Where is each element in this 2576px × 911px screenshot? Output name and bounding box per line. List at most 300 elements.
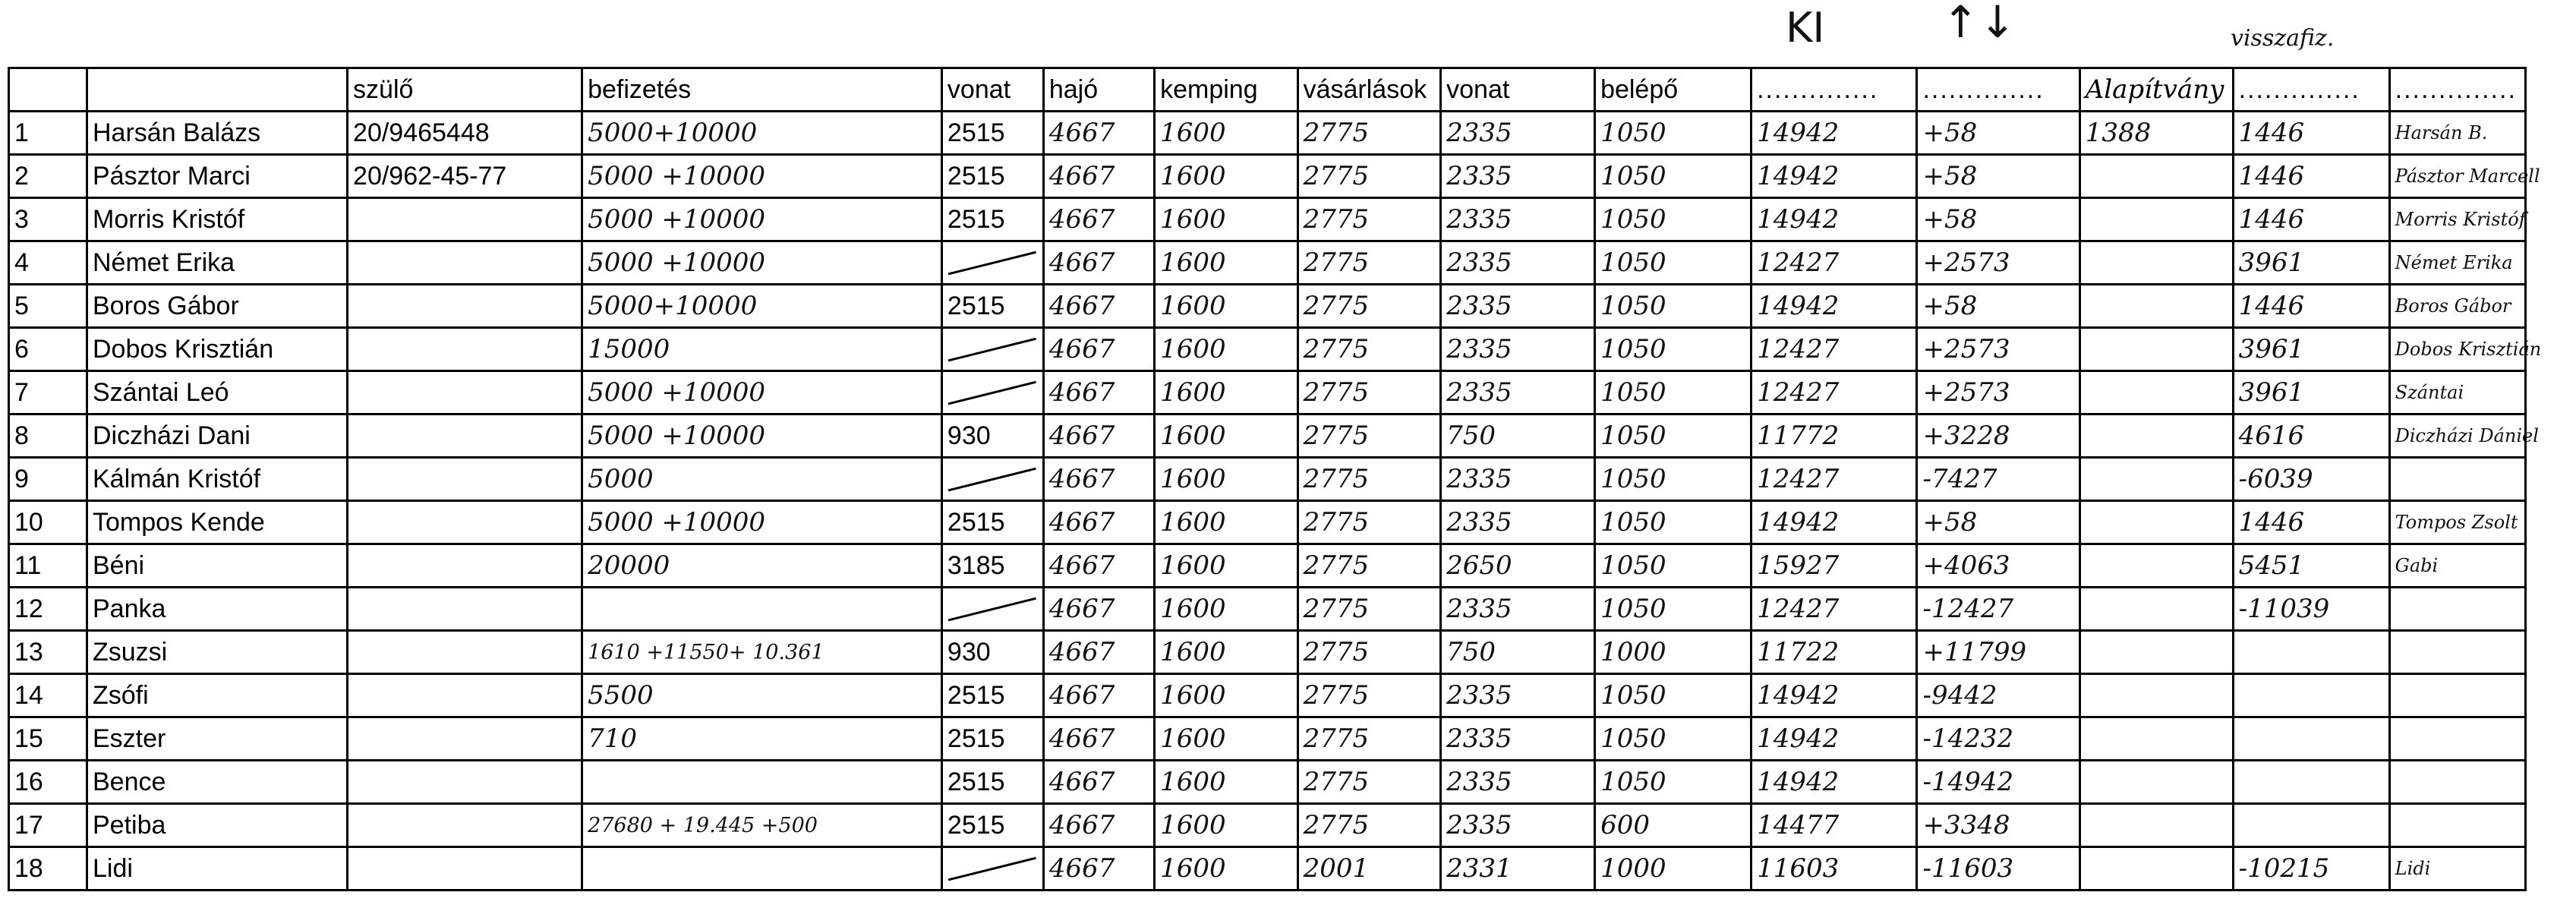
name-cell: Német Erika bbox=[87, 241, 348, 285]
train2-cell: 2650 bbox=[1441, 544, 1595, 588]
entry-cell: 1050 bbox=[1595, 155, 1751, 198]
table-row bbox=[9, 544, 2526, 588]
foundation-cell bbox=[2079, 804, 2233, 847]
camping-cell: 1600 bbox=[1155, 761, 1298, 804]
train2-cell: 2335 bbox=[1441, 155, 1595, 198]
train2-cell: 2335 bbox=[1441, 241, 1595, 285]
table-row bbox=[9, 804, 2526, 847]
entry-cell: 1050 bbox=[1595, 544, 1751, 588]
signature-cell bbox=[2389, 458, 2525, 501]
difference-cell: -14232 bbox=[1917, 717, 2079, 761]
signature-cell bbox=[2389, 631, 2525, 674]
train-cell: 2515 bbox=[941, 198, 1043, 241]
signature-cell: Tompos Zsolt bbox=[2389, 501, 2525, 544]
foundation-cell bbox=[2079, 155, 2233, 198]
col-number-header bbox=[9, 68, 87, 112]
name-cell: Boros Gábor bbox=[87, 285, 348, 328]
parent-phone-cell bbox=[348, 415, 582, 458]
signature-cell bbox=[2389, 588, 2525, 631]
col-dots2-header: .............. bbox=[1917, 68, 2079, 112]
refund-cell bbox=[2233, 717, 2389, 761]
shopping-cell: 2775 bbox=[1297, 328, 1441, 371]
difference-cell: +58 bbox=[1917, 501, 2079, 544]
payment-cell: 5000 +10000 bbox=[582, 415, 942, 458]
ship-cell: 4667 bbox=[1043, 112, 1154, 155]
ship-cell: 4667 bbox=[1043, 371, 1154, 415]
shopping-cell: 2775 bbox=[1297, 112, 1441, 155]
train2-cell: 2335 bbox=[1441, 501, 1595, 544]
camping-cell: 1600 bbox=[1155, 501, 1298, 544]
table-row bbox=[9, 847, 2526, 891]
ship-cell: 4667 bbox=[1043, 847, 1154, 891]
table-row bbox=[9, 588, 2526, 631]
payment-table bbox=[8, 67, 2542, 891]
name-cell: Bence bbox=[87, 761, 348, 804]
train-cell: 3185 bbox=[941, 544, 1043, 588]
train2-cell: 2335 bbox=[1441, 458, 1595, 501]
refund-cell: 1446 bbox=[2233, 155, 2389, 198]
parent-phone-cell bbox=[348, 761, 582, 804]
camping-cell: 1600 bbox=[1155, 198, 1298, 241]
camping-cell: 1600 bbox=[1155, 371, 1298, 415]
col-foundation-header: Alapítvány bbox=[2079, 68, 2233, 112]
col-train-header: vonat bbox=[941, 68, 1043, 112]
row-number: 14 bbox=[9, 674, 87, 717]
total-out-cell: 14942 bbox=[1751, 501, 1917, 544]
shopping-cell: 2775 bbox=[1297, 717, 1441, 761]
foundation-cell bbox=[2079, 631, 2233, 674]
foundation-cell bbox=[2079, 588, 2233, 631]
entry-cell: 1050 bbox=[1595, 458, 1751, 501]
table-row bbox=[9, 717, 2526, 761]
difference-cell: -9442 bbox=[1917, 674, 2079, 717]
dash-mark bbox=[948, 337, 1038, 365]
payment-cell: 20000 bbox=[582, 544, 942, 588]
ship-cell: 4667 bbox=[1043, 155, 1154, 198]
total-out-cell: 14942 bbox=[1751, 761, 1917, 804]
ship-cell: 4667 bbox=[1043, 631, 1154, 674]
signature-cell bbox=[2389, 674, 2525, 717]
train-cell bbox=[941, 241, 1043, 285]
total-out-cell: 11772 bbox=[1751, 415, 1917, 458]
train2-cell: 2335 bbox=[1441, 328, 1595, 371]
train-cell: 2515 bbox=[941, 285, 1043, 328]
train2-cell: 750 bbox=[1441, 415, 1595, 458]
name-cell: Béni bbox=[87, 544, 348, 588]
difference-cell: +58 bbox=[1917, 198, 2079, 241]
table-row bbox=[9, 328, 2526, 371]
table-row bbox=[9, 241, 2526, 285]
refund-cell: 3961 bbox=[2233, 371, 2389, 415]
ship-cell: 4667 bbox=[1043, 415, 1154, 458]
signature-cell: Dobos Krisztián bbox=[2389, 328, 2525, 371]
col-entry-header: belépő bbox=[1595, 68, 1751, 112]
camping-cell: 1600 bbox=[1155, 415, 1298, 458]
train-cell bbox=[941, 847, 1043, 891]
name-cell: Lidi bbox=[87, 847, 348, 891]
difference-cell: +2573 bbox=[1917, 241, 2079, 285]
difference-cell: +4063 bbox=[1917, 544, 2079, 588]
camping-cell: 1600 bbox=[1155, 717, 1298, 761]
table-row bbox=[9, 155, 2526, 198]
parent-phone-cell: 20/9465448 bbox=[348, 112, 582, 155]
parent-phone-cell bbox=[348, 328, 582, 371]
name-cell: Panka bbox=[87, 588, 348, 631]
payment-cell: 5000 +10000 bbox=[582, 371, 942, 415]
name-cell: Dobos Krisztián bbox=[87, 328, 348, 371]
refund-cell: 1446 bbox=[2233, 285, 2389, 328]
train-cell: 930 bbox=[941, 415, 1043, 458]
row-number: 2 bbox=[9, 155, 87, 198]
name-cell: Pásztor Marci bbox=[87, 155, 348, 198]
entry-cell: 1050 bbox=[1595, 674, 1751, 717]
train2-cell: 2335 bbox=[1441, 761, 1595, 804]
table-row bbox=[9, 674, 2526, 717]
parent-phone-cell bbox=[348, 241, 582, 285]
train2-cell: 750 bbox=[1441, 631, 1595, 674]
row-number: 18 bbox=[9, 847, 87, 891]
total-out-cell: 12427 bbox=[1751, 371, 1917, 415]
camping-cell: 1600 bbox=[1155, 588, 1298, 631]
train-cell: 2515 bbox=[941, 717, 1043, 761]
train2-cell: 2335 bbox=[1441, 112, 1595, 155]
refund-cell: 1446 bbox=[2233, 198, 2389, 241]
refund-cell: 1446 bbox=[2233, 501, 2389, 544]
ship-cell: 4667 bbox=[1043, 761, 1154, 804]
total-out-cell: 14942 bbox=[1751, 285, 1917, 328]
row-number: 9 bbox=[9, 458, 87, 501]
difference-cell: +3348 bbox=[1917, 804, 2079, 847]
name-cell: Kálmán Kristóf bbox=[87, 458, 348, 501]
name-cell: Harsán Balázs bbox=[87, 112, 348, 155]
foundation-cell bbox=[2079, 544, 2233, 588]
parent-phone-cell bbox=[348, 847, 582, 891]
camping-cell: 1600 bbox=[1155, 631, 1298, 674]
difference-cell: -7427 bbox=[1917, 458, 2079, 501]
difference-cell: -14942 bbox=[1917, 761, 2079, 804]
col-name-header bbox=[87, 68, 348, 112]
entry-cell: 1000 bbox=[1595, 631, 1751, 674]
payment-cell: 5000+10000 bbox=[582, 112, 942, 155]
train2-cell: 2331 bbox=[1441, 847, 1595, 891]
payment-cell: 1610 +11550+ 10.361 bbox=[582, 631, 942, 674]
row-number: 7 bbox=[9, 371, 87, 415]
name-cell: Szántai Leó bbox=[87, 371, 348, 415]
parent-phone-cell bbox=[348, 588, 582, 631]
signature-cell: Pásztor Marcell bbox=[2389, 155, 2525, 198]
shopping-cell: 2775 bbox=[1297, 544, 1441, 588]
col-payment-header: befizetés bbox=[582, 68, 942, 112]
camping-cell: 1600 bbox=[1155, 847, 1298, 891]
total-out-cell: 11722 bbox=[1751, 631, 1917, 674]
train-cell bbox=[941, 371, 1043, 415]
ship-cell: 4667 bbox=[1043, 241, 1154, 285]
foundation-cell bbox=[2079, 285, 2233, 328]
train2-cell: 2335 bbox=[1441, 371, 1595, 415]
foundation-cell bbox=[2079, 415, 2233, 458]
entry-cell: 1050 bbox=[1595, 415, 1751, 458]
signature-cell: Harsán B. bbox=[2389, 112, 2525, 155]
total-out-cell: 14942 bbox=[1751, 155, 1917, 198]
entry-cell: 1050 bbox=[1595, 717, 1751, 761]
payment-cell bbox=[582, 588, 942, 631]
entry-cell: 1050 bbox=[1595, 371, 1751, 415]
refund-cell bbox=[2233, 674, 2389, 717]
train-cell bbox=[941, 328, 1043, 371]
train2-cell: 2335 bbox=[1441, 804, 1595, 847]
foundation-cell bbox=[2079, 847, 2233, 891]
payment-cell: 5500 bbox=[582, 674, 942, 717]
train-cell bbox=[941, 588, 1043, 631]
signature-cell: Boros Gábor bbox=[2389, 285, 2525, 328]
entry-cell: 1050 bbox=[1595, 328, 1751, 371]
row-number: 3 bbox=[9, 198, 87, 241]
shopping-cell: 2775 bbox=[1297, 155, 1441, 198]
refund-cell: -10215 bbox=[2233, 847, 2389, 891]
camping-cell: 1600 bbox=[1155, 241, 1298, 285]
shopping-cell: 2775 bbox=[1297, 588, 1441, 631]
total-out-cell: 14942 bbox=[1751, 717, 1917, 761]
shopping-cell: 2775 bbox=[1297, 371, 1441, 415]
payment-cell: 5000+10000 bbox=[582, 285, 942, 328]
refund-cell: 3961 bbox=[2233, 328, 2389, 371]
train-cell: 2515 bbox=[941, 674, 1043, 717]
camping-cell: 1600 bbox=[1155, 804, 1298, 847]
shopping-cell: 2775 bbox=[1297, 241, 1441, 285]
parent-phone-cell bbox=[348, 501, 582, 544]
dash-mark bbox=[948, 597, 1038, 625]
col-ship-header: hajó bbox=[1043, 68, 1154, 112]
entry-cell: 1050 bbox=[1595, 761, 1751, 804]
row-number: 16 bbox=[9, 761, 87, 804]
entry-cell: 1050 bbox=[1595, 112, 1751, 155]
shopping-cell: 2775 bbox=[1297, 761, 1441, 804]
camping-cell: 1600 bbox=[1155, 155, 1298, 198]
payment-cell: 710 bbox=[582, 717, 942, 761]
signature-cell: Diczházi Dániel bbox=[2389, 415, 2525, 458]
refund-cell bbox=[2233, 761, 2389, 804]
parent-phone-cell bbox=[348, 631, 582, 674]
shopping-cell: 2775 bbox=[1297, 674, 1441, 717]
camping-cell: 1600 bbox=[1155, 285, 1298, 328]
shopping-cell: 2775 bbox=[1297, 198, 1441, 241]
signature-cell bbox=[2389, 804, 2525, 847]
ship-cell: 4667 bbox=[1043, 717, 1154, 761]
row-number: 10 bbox=[9, 501, 87, 544]
entry-cell: 600 bbox=[1595, 804, 1751, 847]
total-out-cell: 12427 bbox=[1751, 588, 1917, 631]
row-number: 4 bbox=[9, 241, 87, 285]
refund-cell: -11039 bbox=[2233, 588, 2389, 631]
foundation-cell bbox=[2079, 458, 2233, 501]
train2-cell: 2335 bbox=[1441, 198, 1595, 241]
visszafiz-annotation: visszafiz. bbox=[2231, 25, 2335, 52]
ship-cell: 4667 bbox=[1043, 804, 1154, 847]
signature-cell: Lidi bbox=[2389, 847, 2525, 891]
train-cell: 2515 bbox=[941, 155, 1043, 198]
entry-cell: 1050 bbox=[1595, 501, 1751, 544]
parent-phone-cell bbox=[348, 198, 582, 241]
dash-mark bbox=[948, 380, 1038, 408]
train-cell: 2515 bbox=[941, 501, 1043, 544]
camping-cell: 1600 bbox=[1155, 112, 1298, 155]
entry-cell: 1050 bbox=[1595, 588, 1751, 631]
refund-cell: -6039 bbox=[2233, 458, 2389, 501]
camping-cell: 1600 bbox=[1155, 544, 1298, 588]
parent-phone-cell bbox=[348, 717, 582, 761]
row-number: 5 bbox=[9, 285, 87, 328]
refund-cell: 1446 bbox=[2233, 112, 2389, 155]
row-number: 11 bbox=[9, 544, 87, 588]
refund-cell: 3961 bbox=[2233, 241, 2389, 285]
total-out-cell: 15927 bbox=[1751, 544, 1917, 588]
shopping-cell: 2775 bbox=[1297, 285, 1441, 328]
signature-cell bbox=[2389, 761, 2525, 804]
total-out-cell: 12427 bbox=[1751, 328, 1917, 371]
shopping-cell: 2775 bbox=[1297, 631, 1441, 674]
dash-mark bbox=[948, 856, 1038, 884]
parent-phone-cell bbox=[348, 544, 582, 588]
arrows-annotation: ↑↓ bbox=[1942, 0, 2016, 48]
dash-mark bbox=[948, 467, 1038, 495]
name-cell: Morris Kristóf bbox=[87, 198, 348, 241]
table-row bbox=[9, 501, 2526, 544]
table-body bbox=[9, 112, 2542, 891]
difference-cell: -12427 bbox=[1917, 588, 2079, 631]
signature-cell: Gabi bbox=[2389, 544, 2525, 588]
refund-cell bbox=[2233, 631, 2389, 674]
parent-phone-cell bbox=[348, 804, 582, 847]
col-shopping-header: vásárlások bbox=[1297, 68, 1441, 112]
difference-cell: +2573 bbox=[1917, 328, 2079, 371]
foundation-cell bbox=[2079, 674, 2233, 717]
payment-cell: 15000 bbox=[582, 328, 942, 371]
name-cell: Petiba bbox=[87, 804, 348, 847]
train2-cell: 2335 bbox=[1441, 285, 1595, 328]
row-number: 12 bbox=[9, 588, 87, 631]
train2-cell: 2335 bbox=[1441, 588, 1595, 631]
col-dots1-header: .............. bbox=[1751, 68, 1917, 112]
parent-phone-cell bbox=[348, 371, 582, 415]
col-dots4-header: .............. bbox=[2389, 68, 2525, 112]
parent-phone-cell bbox=[348, 674, 582, 717]
shopping-cell: 2775 bbox=[1297, 501, 1441, 544]
row-number: 8 bbox=[9, 415, 87, 458]
difference-cell: +58 bbox=[1917, 285, 2079, 328]
row-number: 6 bbox=[9, 328, 87, 371]
ki-annotation: KI bbox=[1786, 4, 1825, 52]
shopping-cell: 2775 bbox=[1297, 458, 1441, 501]
difference-cell: -11603 bbox=[1917, 847, 2079, 891]
total-out-cell: 14942 bbox=[1751, 674, 1917, 717]
name-cell: Eszter bbox=[87, 717, 348, 761]
table-row bbox=[9, 112, 2526, 155]
ship-cell: 4667 bbox=[1043, 458, 1154, 501]
foundation-cell bbox=[2079, 761, 2233, 804]
col-parent-header: szülő bbox=[348, 68, 582, 112]
ship-cell: 4667 bbox=[1043, 328, 1154, 371]
signature-cell: Német Erika bbox=[2389, 241, 2525, 285]
total-out-cell: 11603 bbox=[1751, 847, 1917, 891]
name-cell: Zsófi bbox=[87, 674, 348, 717]
payment-cell: 5000 +10000 bbox=[582, 241, 942, 285]
ship-cell: 4667 bbox=[1043, 588, 1154, 631]
payment-cell bbox=[582, 847, 942, 891]
total-out-cell: 12427 bbox=[1751, 458, 1917, 501]
header-row bbox=[9, 68, 2526, 112]
difference-cell: +3228 bbox=[1917, 415, 2079, 458]
train-cell bbox=[941, 458, 1043, 501]
table-row bbox=[9, 415, 2526, 458]
train2-cell: 2335 bbox=[1441, 717, 1595, 761]
foundation-cell bbox=[2079, 717, 2233, 761]
row-number: 15 bbox=[9, 717, 87, 761]
payment-cell bbox=[582, 761, 942, 804]
table-row bbox=[9, 285, 2526, 328]
train-cell: 930 bbox=[941, 631, 1043, 674]
difference-cell: +58 bbox=[1917, 155, 2079, 198]
foundation-cell: 1388 bbox=[2079, 112, 2233, 155]
difference-cell: +11799 bbox=[1917, 631, 2079, 674]
camping-cell: 1600 bbox=[1155, 328, 1298, 371]
signature-cell bbox=[2389, 717, 2525, 761]
total-out-cell: 12427 bbox=[1751, 241, 1917, 285]
dash-mark bbox=[948, 251, 1038, 279]
table-row bbox=[9, 458, 2526, 501]
payment-cell: 27680 + 19.445 +500 bbox=[582, 804, 942, 847]
train2-cell: 2335 bbox=[1441, 674, 1595, 717]
foundation-cell bbox=[2079, 371, 2233, 415]
difference-cell: +58 bbox=[1917, 112, 2079, 155]
payment-cell: 5000 +10000 bbox=[582, 198, 942, 241]
train-cell: 2515 bbox=[941, 761, 1043, 804]
row-number: 13 bbox=[9, 631, 87, 674]
signature-cell: Morris Kristóf bbox=[2389, 198, 2525, 241]
foundation-cell bbox=[2079, 241, 2233, 285]
parent-phone-cell bbox=[348, 285, 582, 328]
ship-cell: 4667 bbox=[1043, 198, 1154, 241]
camping-cell: 1600 bbox=[1155, 674, 1298, 717]
ship-cell: 4667 bbox=[1043, 285, 1154, 328]
shopping-cell: 2775 bbox=[1297, 415, 1441, 458]
table-row bbox=[9, 371, 2526, 415]
table-row bbox=[9, 631, 2526, 674]
difference-cell: +2573 bbox=[1917, 371, 2079, 415]
payment-cell: 5000 +10000 bbox=[582, 501, 942, 544]
col-dots3-header: .............. bbox=[2233, 68, 2389, 112]
shopping-cell: 2001 bbox=[1297, 847, 1441, 891]
foundation-cell bbox=[2079, 501, 2233, 544]
name-cell: Diczházi Dani bbox=[87, 415, 348, 458]
col-train2-header: vonat bbox=[1441, 68, 1595, 112]
ship-cell: 4667 bbox=[1043, 501, 1154, 544]
refund-cell bbox=[2233, 804, 2389, 847]
camping-cell: 1600 bbox=[1155, 458, 1298, 501]
entry-cell: 1050 bbox=[1595, 241, 1751, 285]
total-out-cell: 14942 bbox=[1751, 198, 1917, 241]
payment-cell: 5000 bbox=[582, 458, 942, 501]
ship-cell: 4667 bbox=[1043, 674, 1154, 717]
col-camping-header: kemping bbox=[1155, 68, 1298, 112]
train-cell: 2515 bbox=[941, 112, 1043, 155]
payment-cell: 5000 +10000 bbox=[582, 155, 942, 198]
ship-cell: 4667 bbox=[1043, 544, 1154, 588]
parent-phone-cell bbox=[348, 458, 582, 501]
foundation-cell bbox=[2079, 328, 2233, 371]
table-row bbox=[9, 761, 2526, 804]
row-number: 17 bbox=[9, 804, 87, 847]
entry-cell: 1050 bbox=[1595, 285, 1751, 328]
